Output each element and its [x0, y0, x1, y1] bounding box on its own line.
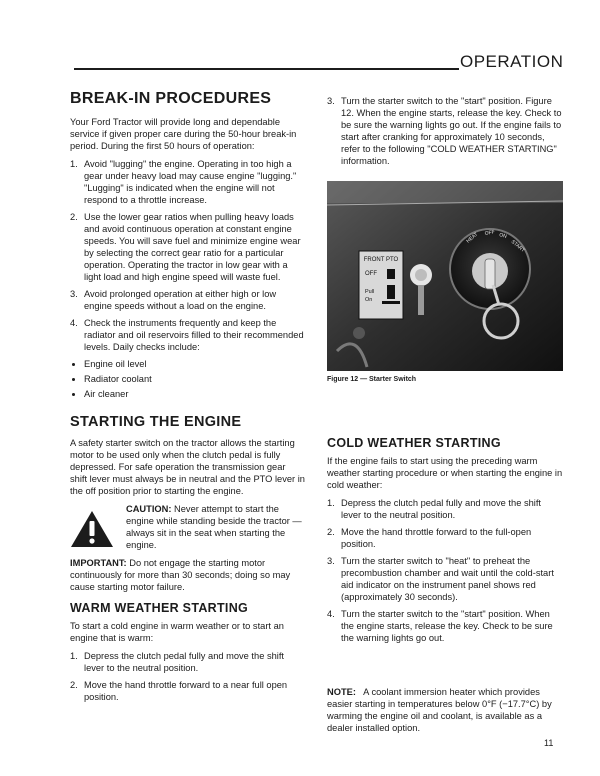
list-item: 2. Use the lower gear ratios when pulling heavy loads and avoid continuous operation at constant engine speeds. You will save fuel and minimize engine wear by selecting the correct gear ratio for a particular operation. Operating the tractor in low gear with a light load and high engine speed will waste fuel. — [70, 212, 301, 282]
list-item: 1. Avoid "lugging" the engine. Operating in too high a gear under heavy load may cause engine "lugging." "Lugging" is indicated when the engine will not respond to a throttle increase. — [70, 159, 297, 205]
note-label: NOTE: — [327, 687, 356, 697]
important-text: Do not engage the starting motor continuously for more than 30 seconds; doing so may cause starting motor failure. — [70, 558, 291, 592]
dial-heat-label: HEAT — [465, 231, 480, 245]
page-number: 11 — [544, 738, 554, 748]
cold-heading: COLD WEATHER STARTING — [327, 436, 501, 450]
list-item: • Radiator coolant — [84, 373, 305, 385]
dial-start-label: START — [509, 238, 526, 254]
warm-intro: To start a cold engine in warm weather or to start an engine that is warm: — [70, 621, 284, 643]
list-item: 4. Check the instruments frequently and keep the radiator and oil reservoirs filled to their recommended levels. Daily checks include: — [70, 318, 304, 352]
warm-list-a — [70, 650, 305, 703]
list-item: 4. Turn the starter switch to the "start" position. When the engine starts, release the key. Check to be sure the warning lights go out. — [327, 609, 553, 643]
starter-switch-photo — [327, 181, 563, 371]
dial-off-label: OFF — [484, 229, 496, 237]
page-section-title: OPERATION — [460, 52, 564, 71]
pto-on-label: On — [365, 297, 373, 303]
warm-list-b — [327, 95, 563, 167]
note-text: A coolant immersion heater which provides easier starting in temperatures below 0°F (−17.7°C) by warming the engine oil and coolant, is available as a dealer installed option. — [327, 687, 552, 733]
warm-heading: WARM WEATHER STARTING — [70, 601, 249, 615]
left-column — [70, 90, 305, 708]
pto-off-label: OFF — [365, 271, 377, 277]
daily-checks-list — [70, 358, 305, 400]
list-item: 3. Avoid prolonged operation at either high or low engine speeds without a load on the engine. — [70, 289, 277, 311]
pto-pull-label: Pull — [365, 289, 375, 295]
important-label: IMPORTANT: — [70, 558, 127, 568]
starting-heading: STARTING THE ENGINE — [70, 414, 242, 430]
pto-label: FRONT PTO — [363, 257, 399, 263]
caution-block — [70, 503, 305, 551]
dial-on-label: ON — [498, 232, 508, 240]
header-rule — [74, 68, 459, 70]
note-block — [327, 686, 563, 740]
right-column-bottom — [327, 430, 563, 649]
right-column-top — [327, 95, 563, 172]
cold-list — [327, 497, 563, 644]
list-item: 2. Move the hand throttle forward to the full-open position. — [327, 527, 532, 549]
list-item: • Air cleaner — [84, 388, 305, 400]
figure-caption: Figure 12 — Starter Switch — [327, 376, 417, 383]
starting-intro: A safety starter switch on the tractor allows the starting motor to be used only when the clutch pedal is fully depressed. For safe operation the transmission gear shift lever must always be in neutral and the PTO lever in the off position prior to starting the engine. — [70, 438, 305, 496]
cold-intro: If the engine fails to start using the preceding warm weather starting procedure or when starting the engine in cold weather: — [327, 456, 563, 490]
caution-text: Never attempt to start the engine while standing beside the tractor — always sit in the seat when starting the engine. — [126, 504, 302, 550]
list-item: 1. Depress the clutch pedal fully and move the shift lever to the neutral position. — [327, 498, 541, 520]
caution-label: CAUTION: — [126, 504, 172, 514]
list-item: • Engine oil level — [84, 358, 305, 370]
breakin-list — [70, 158, 305, 353]
list-item: 3. Turn the starter switch to the "start" position. Figure 12. When the engine starts, release the key. Check to be sure the warning lights go out. If the engine fails to start after cranking for approximately 10 seconds, refer to the following "COLD WEATHER STARTING" information. — [327, 96, 562, 166]
breakin-heading: BREAK-IN PROCEDURES — [70, 90, 272, 107]
list-item: 1. Depress the clutch pedal fully and move the shift lever to the neutral position. — [70, 651, 284, 673]
warning-triangle-icon — [70, 509, 114, 549]
list-item: 2. Move the hand throttle forward to a near full open position. — [70, 680, 288, 702]
breakin-intro: Your Ford Tractor will provide long and dependable service if given proper care during the 50-hour break-in period. During the first 50 hours of operation: — [70, 117, 297, 151]
list-item: 3. Turn the starter switch to "heat" to preheat the precombustion chamber and wait until the cold-start aid indicator on the instrument panel shows red (approximately 30 seconds). — [327, 556, 554, 602]
